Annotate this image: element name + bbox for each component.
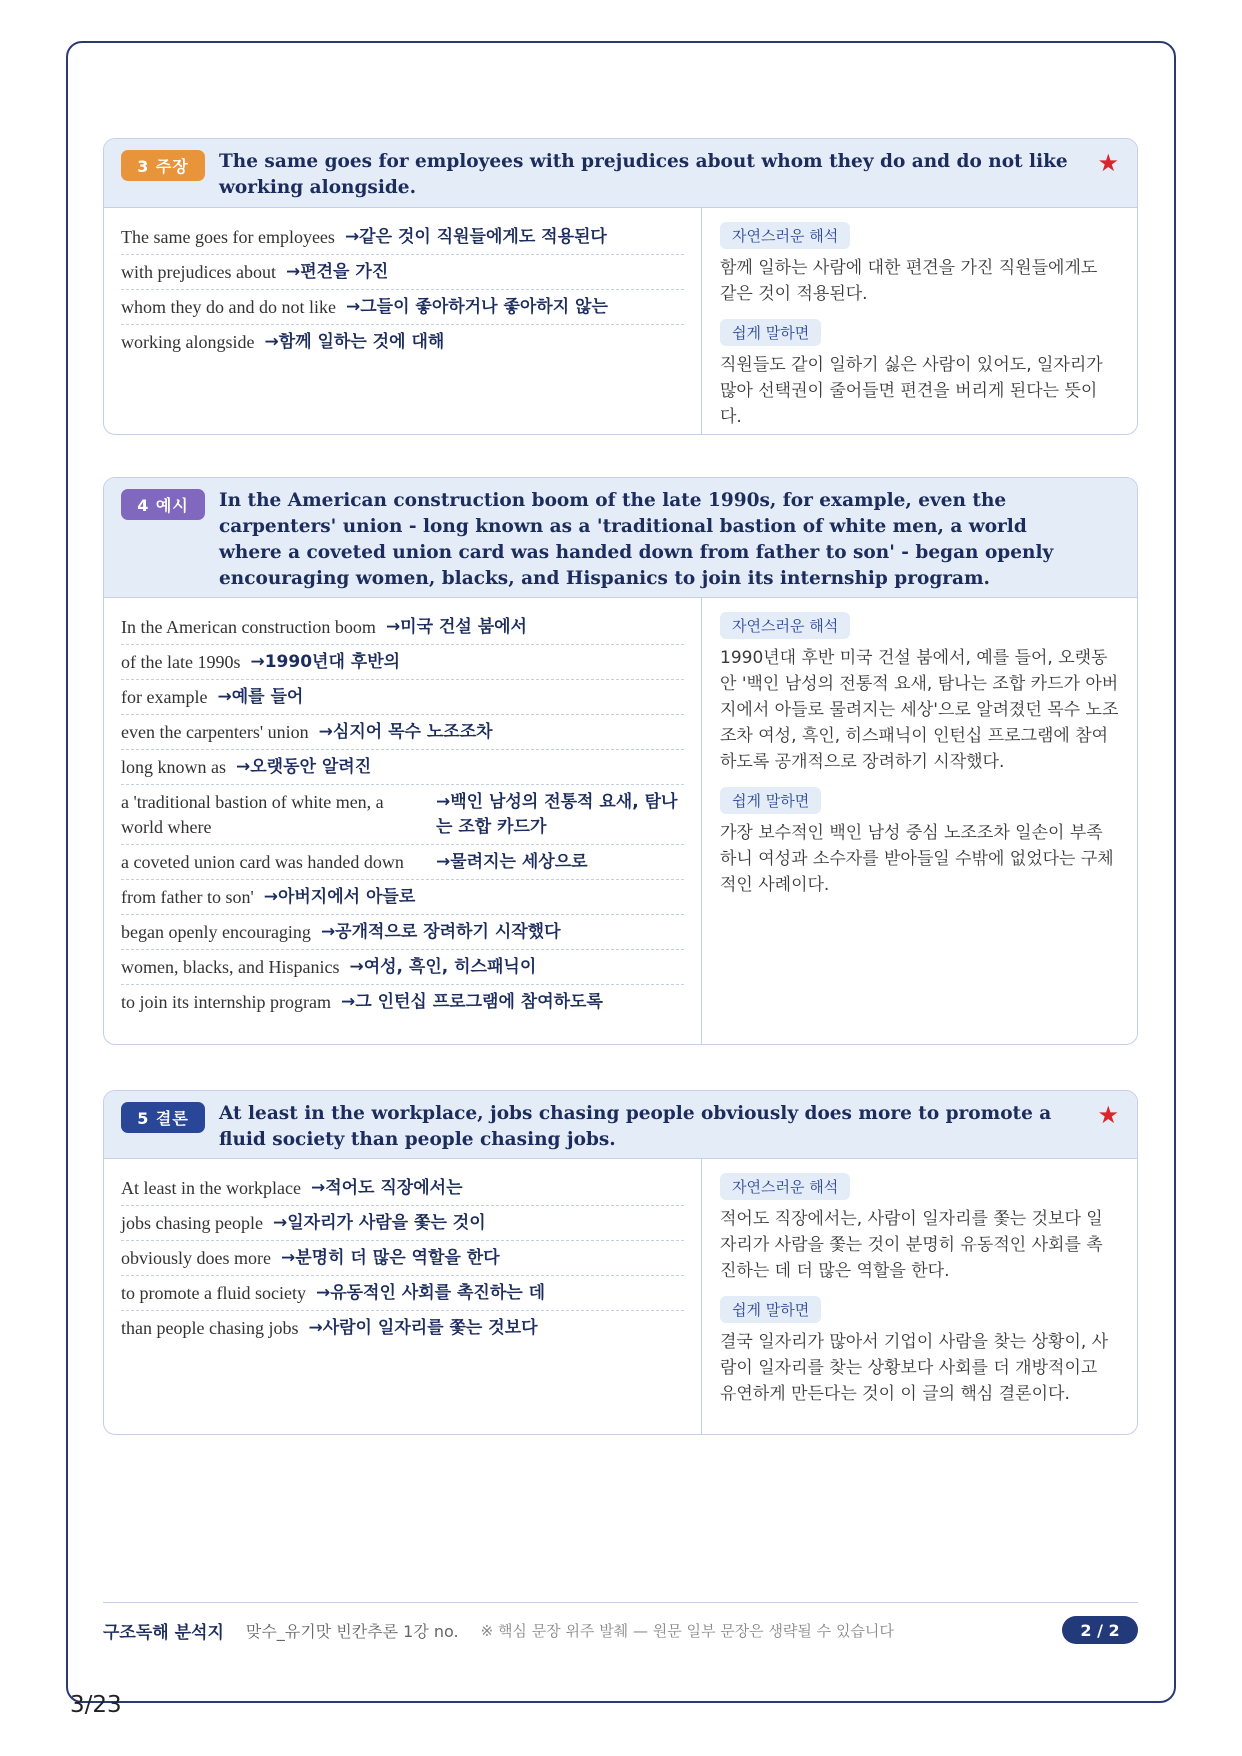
interpretation-panel bbox=[702, 598, 1137, 1044]
phrase-row bbox=[121, 950, 684, 985]
section-5-header bbox=[104, 1091, 1137, 1159]
phrase-row bbox=[121, 1206, 684, 1241]
phrase-ko: →물려지는 세상으로 bbox=[436, 852, 588, 872]
easy-explanation-label: 쉽게 말하면 bbox=[720, 319, 821, 346]
footer-source: 맞수_유기맛 빈칸추론 1강 no. bbox=[245, 1621, 459, 1641]
footer-divider bbox=[103, 1602, 1138, 1603]
phrase-en: than people chasing jobs bbox=[121, 1318, 299, 1338]
natural-translation-label: 자연스러운 해석 bbox=[720, 222, 850, 249]
natural-translation-text: 함께 일하는 사람에 대한 편견을 가진 직원들에게도 같은 것이 적용된다. bbox=[720, 258, 1098, 304]
phrase-ko: →함께 일하는 것에 대해 bbox=[264, 332, 445, 352]
phrase-ko: →미국 건설 붐에서 bbox=[385, 617, 527, 637]
phrase-en: The same goes for employees bbox=[121, 227, 335, 247]
section-3-card bbox=[103, 138, 1138, 435]
phrase-list bbox=[104, 598, 702, 1044]
phrase-row bbox=[121, 1171, 684, 1206]
phrase-row bbox=[121, 290, 684, 325]
section-headline: The same goes for employees with prejudices about whom they do and do not like working alongside. bbox=[219, 151, 1068, 198]
footer bbox=[103, 1615, 1138, 1645]
phrase-ko: →심지어 목수 노조조차 bbox=[318, 722, 493, 742]
phrase-en: a 'traditional bastion of white men, a world where bbox=[121, 792, 384, 837]
section-4-card bbox=[103, 477, 1138, 1045]
footer-title: 구조독해 분석지 bbox=[103, 1622, 224, 1643]
phrase-en: of the late 1990s bbox=[121, 652, 241, 672]
phrase-en: whom they do and do not like bbox=[121, 297, 336, 317]
document-page-counter: 3/23 bbox=[70, 1692, 122, 1718]
phrase-row bbox=[121, 785, 684, 845]
interpretation-panel bbox=[702, 1159, 1137, 1434]
phrase-row bbox=[121, 715, 684, 750]
phrase-row bbox=[121, 1241, 684, 1276]
phrase-en: to promote a fluid society bbox=[121, 1283, 306, 1303]
phrase-ko: →여성, 흑인, 히스패닉이 bbox=[349, 957, 537, 977]
star-icon: ★ bbox=[1097, 1101, 1119, 1129]
easy-explanation-text: 결국 일자리가 많아서 기업이 사람을 찾는 상황이, 사람이 일자리를 찾는 상황보다 사회를 더 개방적이고 유연하게 만든다는 것이 이 글의 핵심 결론이다. bbox=[720, 1332, 1109, 1404]
phrase-row bbox=[121, 610, 684, 645]
phrase-en: a coveted union card was handed down bbox=[121, 852, 404, 872]
phrase-en: long known as bbox=[121, 757, 226, 777]
easy-explanation-text: 직원들도 같이 일하기 싫은 사람이 있어도, 일자리가 많아 선택권이 줄어들면 편견을 버리게 된다는 뜻이다. bbox=[720, 355, 1103, 427]
phrase-row bbox=[121, 255, 684, 290]
phrase-ko: →아버지에서 아들로 bbox=[263, 887, 416, 907]
phrase-ko: →같은 것이 직원들에게도 적용된다 bbox=[344, 227, 607, 247]
section-4-header bbox=[104, 478, 1137, 598]
natural-translation-text: 적어도 직장에서는, 사람이 일자리를 쫓는 것보다 일자리가 사람을 쫓는 것이 분명히 유동적인 사회를 촉진하는 데 더 많은 역할을 한다. bbox=[720, 1209, 1103, 1281]
phrase-ko: →그 인턴십 프로그램에 참여하도록 bbox=[340, 992, 603, 1012]
phrase-row bbox=[121, 845, 684, 880]
phrase-row bbox=[121, 880, 684, 915]
phrase-row bbox=[121, 985, 684, 1019]
phrase-ko: →분명히 더 많은 역할을 한다 bbox=[281, 1248, 500, 1268]
section-3-header bbox=[104, 139, 1137, 208]
easy-explanation-label: 쉽게 말하면 bbox=[720, 1296, 821, 1323]
phrase-ko: →적어도 직장에서는 bbox=[310, 1178, 463, 1198]
phrase-en: began openly encouraging bbox=[121, 922, 311, 942]
phrase-list bbox=[104, 1159, 702, 1434]
phrase-ko: →공개적으로 장려하기 시작했다 bbox=[320, 922, 561, 942]
phrase-ko: →백인 남성의 전통적 요새, 탐나는 조합 카드가 bbox=[436, 792, 678, 837]
phrase-en: to join its internship program bbox=[121, 992, 331, 1012]
phrase-ko: →사람이 일자리를 쫓는 것보다 bbox=[308, 1318, 538, 1338]
star-icon: ★ bbox=[1097, 149, 1119, 177]
natural-translation-text: 1990년대 후반 미국 건설 붐에서, 예를 들어, 오랫동안 '백인 남성의 전통적 요새, 탐나는 조합 카드가 아버지에서 아들로 물려지는 세상'으로 알려졌던 목수 노조조차 여성, 흑인, 히스패닉이 인턴십 프로그램에 참여하도록 공개적으로 장려하기 시작했다. bbox=[720, 648, 1119, 772]
footer-note: ※ 핵심 문장 위주 발췌 — 원문 일부 문장은 생략될 수 있습니다 bbox=[480, 1621, 894, 1640]
section-headline: In the American construction boom of the late 1990s, for example, even the carpenters' union - long known as a 'traditional bastion of white men, a world where a coveted union card was handed down from father to son' - began openly encouraging women, blacks, and Hispanics to join its internship program. bbox=[219, 490, 1054, 589]
phrase-en: with prejudices about bbox=[121, 262, 276, 282]
phrase-row bbox=[121, 220, 684, 255]
phrase-en: obviously does more bbox=[121, 1248, 271, 1268]
phrase-ko: →유동적인 사회를 촉진하는 데 bbox=[315, 1283, 546, 1303]
phrase-en: even the carpenters' union bbox=[121, 722, 309, 742]
phrase-ko: →그들이 좋아하거나 좋아하지 않는 bbox=[345, 297, 608, 317]
phrase-en: women, blacks, and Hispanics bbox=[121, 957, 340, 977]
page-indicator: 2 / 2 bbox=[1062, 1616, 1138, 1644]
phrase-en: In the American construction boom bbox=[121, 617, 376, 637]
phrase-ko: →편견을 가진 bbox=[285, 262, 389, 282]
phrase-en: jobs chasing people bbox=[121, 1213, 263, 1233]
phrase-row bbox=[121, 325, 684, 359]
easy-explanation-text: 가장 보수적인 백인 남성 중심 노조조차 일손이 부족하니 여성과 소수자를 받아들일 수밖에 없었다는 구체적인 사례이다. bbox=[720, 823, 1114, 895]
natural-translation-label: 자연스러운 해석 bbox=[720, 1173, 850, 1200]
phrase-row bbox=[121, 645, 684, 680]
phrase-row bbox=[121, 1276, 684, 1311]
section-badge: 5 결론 bbox=[121, 1102, 205, 1133]
phrase-en: At least in the workplace bbox=[121, 1178, 301, 1198]
phrase-ko: →오랫동안 알려진 bbox=[236, 757, 372, 777]
section-5-card bbox=[103, 1090, 1138, 1435]
phrase-row bbox=[121, 1311, 684, 1345]
interpretation-panel bbox=[702, 208, 1137, 434]
phrase-row bbox=[121, 750, 684, 785]
section-badge: 4 예시 bbox=[121, 489, 205, 520]
phrase-en: working alongside bbox=[121, 332, 255, 352]
phrase-ko: →예를 들어 bbox=[217, 687, 304, 707]
phrase-ko: →1990년대 후반의 bbox=[250, 652, 401, 672]
natural-translation-label: 자연스러운 해석 bbox=[720, 612, 850, 639]
phrase-en: for example bbox=[121, 687, 208, 707]
phrase-row bbox=[121, 915, 684, 950]
phrase-ko: →일자리가 사람을 쫓는 것이 bbox=[272, 1213, 486, 1233]
phrase-row bbox=[121, 680, 684, 715]
section-badge: 3 주장 bbox=[121, 150, 205, 181]
phrase-en: from father to son' bbox=[121, 887, 254, 907]
easy-explanation-label: 쉽게 말하면 bbox=[720, 787, 821, 814]
section-headline: At least in the workplace, jobs chasing people obviously does more to promote a fluid society than people chasing jobs. bbox=[219, 1103, 1052, 1150]
phrase-list bbox=[104, 208, 702, 434]
